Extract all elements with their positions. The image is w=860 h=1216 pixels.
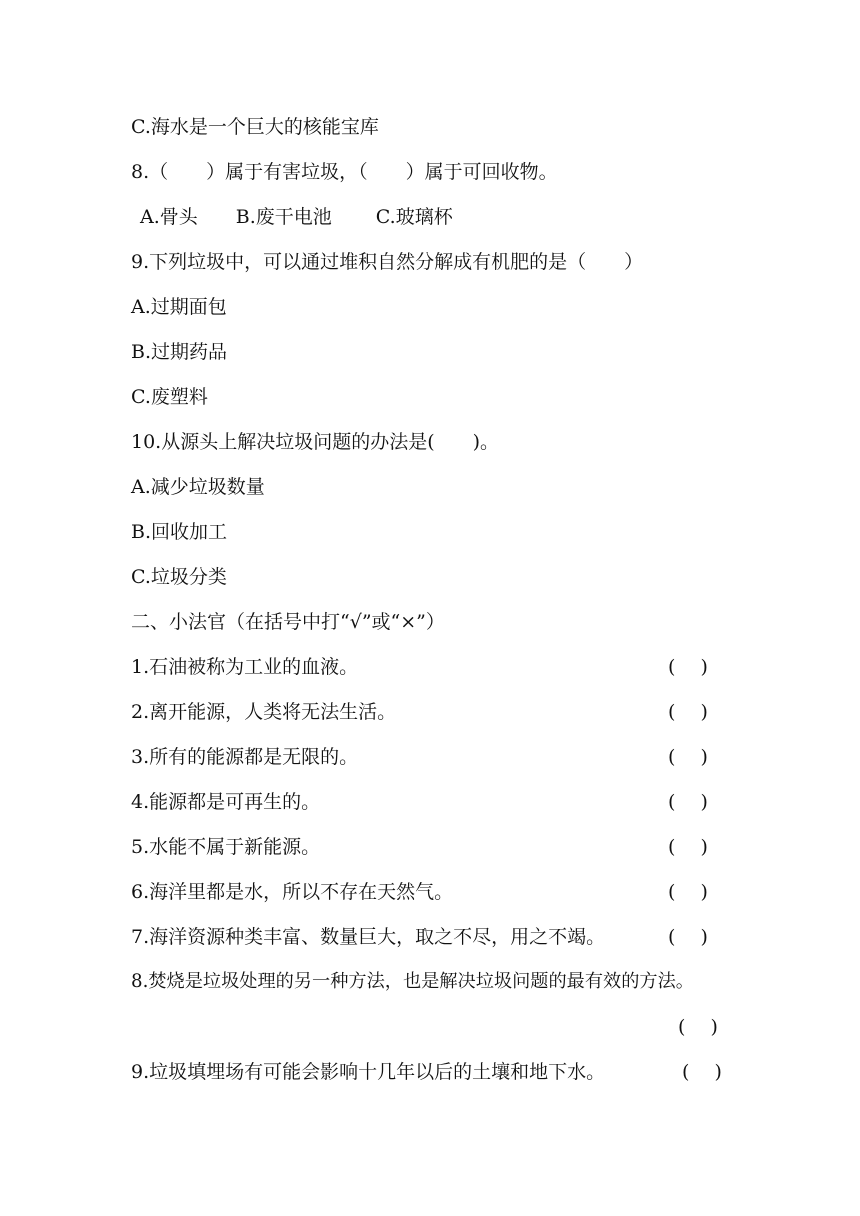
judge-item-8: 8.焚烧是垃圾处理的另一种方法，也是解决垃圾问题的最有效的方法。 [131, 971, 694, 992]
judge-item-5: 5.水能不属于新能源。 [131, 836, 321, 858]
judge-item-7: 7.海洋资源种类丰富、数量巨大，取之不尽，用之不竭。 [131, 926, 606, 948]
judge-answer-6[interactable]: ( ) [668, 881, 708, 903]
q8-options: A.骨头 B.废干电池 C.玻璃杯 [140, 206, 453, 228]
judge-item-1: 1.石油被称为工业的血液。 [131, 656, 359, 678]
q7-option-c: C.海水是一个巨大的核能宝库 [131, 116, 379, 138]
judge-answer-2[interactable]: ( ) [668, 701, 708, 723]
judge-item-6: 6.海洋里都是水，所以不存在天然气。 [131, 881, 454, 903]
q10-option-a: A.减少垃圾数量 [131, 476, 265, 498]
judge-answer-5[interactable]: ( ) [668, 836, 708, 858]
q9-option-b: B.过期药品 [131, 341, 228, 363]
judge-answer-1[interactable]: ( ) [668, 656, 708, 678]
q8-stem: 8.（ ）属于有害垃圾，（ ）属于可回收物。 [131, 161, 558, 183]
q9-option-c: C.废塑料 [131, 386, 208, 408]
judge-item-4: 4.能源都是可再生的。 [131, 791, 321, 813]
q10-stem: 10.从源头上解决垃圾问题的办法是( )。 [131, 431, 500, 453]
section2-heading: 二、小法官（在括号中打“√”或“×”） [131, 611, 445, 633]
q9-option-a: A.过期面包 [131, 296, 227, 318]
judge-answer-9[interactable]: ( ) [682, 1061, 722, 1083]
judge-answer-7[interactable]: ( ) [668, 926, 708, 948]
judge-item-9: 9.垃圾填埋场有可能会影响十几年以后的土壤和地下水。 [131, 1061, 606, 1083]
q10-option-c: C.垃圾分类 [131, 566, 227, 588]
judge-item-2: 2.离开能源，人类将无法生活。 [131, 701, 397, 723]
q10-option-b: B.回收加工 [131, 521, 228, 543]
judge-answer-3[interactable]: ( ) [668, 746, 708, 768]
judge-answer-8[interactable]: ( ) [678, 1016, 718, 1038]
judge-answer-4[interactable]: ( ) [668, 791, 708, 813]
judge-item-3: 3.所有的能源都是无限的。 [131, 746, 359, 768]
q9-stem: 9.下列垃圾中，可以通过堆积自然分解成有机肥的是（ ） [131, 251, 644, 273]
